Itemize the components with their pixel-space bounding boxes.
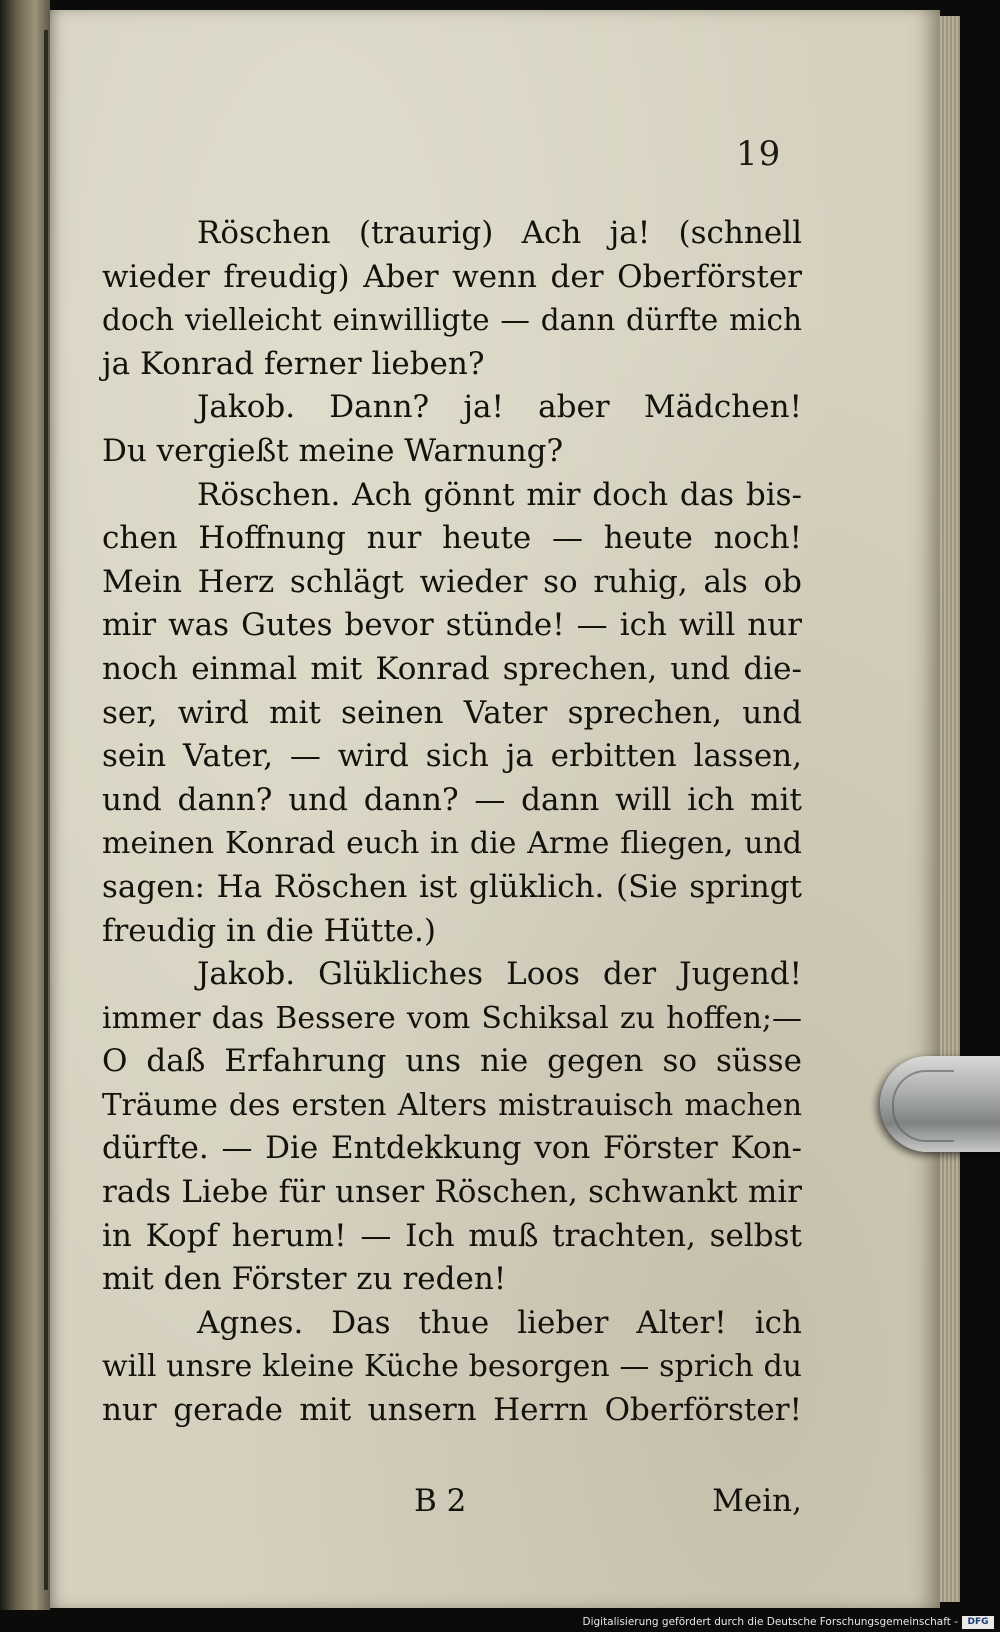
- catchword: Mein,: [712, 1483, 802, 1519]
- text-line: nur gerade mit unsern Herrn Oberförster!: [102, 1392, 802, 1429]
- text-line: O daß Erfahrung uns nie gegen so süsse: [102, 1043, 802, 1080]
- text-line: wieder freudig) Aber wenn der Oberförster: [102, 258, 802, 295]
- signature-mark: B 2: [414, 1483, 467, 1519]
- text-line: Mein Herz schlägt wieder so ruhig, als ob: [102, 563, 802, 600]
- text-line: Jakob. Dann? ja! aber Mädchen!: [197, 389, 802, 426]
- text-line: ja Konrad ferner lieben?: [102, 345, 485, 382]
- book-gutter: [44, 30, 48, 1590]
- text-line: sagen: Ha Röschen ist glüklich. (Sie springt: [102, 868, 802, 905]
- text-line: Jakob. Glükliches Loos der Jugend!: [197, 956, 802, 993]
- text-line: rads Liebe für unser Röschen, schwankt mir: [102, 1174, 802, 1211]
- dfg-logo-icon: DFG: [962, 1616, 994, 1629]
- text-line: immer das Bessere vom Schiksal zu hoffen;—: [102, 1000, 802, 1036]
- text-line: chen Hoffnung nur heute — heute noch!: [102, 520, 802, 557]
- text-line: Röschen (traurig) Ach ja! (schnell: [197, 215, 802, 251]
- previous-page-edge: [0, 0, 50, 1610]
- scanner-clamp: [880, 1056, 1000, 1152]
- digitization-credit: Digitalisierung gefördert durch die Deutsche Forschungsgemeinschaft -: [582, 1616, 958, 1628]
- text-line: noch einmal mit Konrad sprechen, und die-: [102, 650, 802, 687]
- text-line: mit den Förster zu reden!: [102, 1261, 507, 1298]
- text-line: will unsre kleine Küche besorgen — sprich du: [102, 1349, 802, 1385]
- text-line: meinen Konrad euch in die Arme fliegen, und: [102, 826, 802, 862]
- text-line: Träume des ersten Alters mistrauisch machen: [102, 1087, 802, 1122]
- page-text: [102, 212, 802, 1433]
- page-stack-edges: [940, 16, 960, 1602]
- text-line: Agnes. Das thue lieber Alter! ich: [197, 1304, 802, 1341]
- text-line: Du vergießt meine Warnung?: [102, 432, 564, 469]
- text-line: und dann? und dann? — dann will ich mit: [102, 781, 802, 818]
- text-line: in Kopf herum! — Ich muß trachten, selbst: [102, 1217, 802, 1254]
- stage-direction-line: freudig in die Hütte.): [102, 912, 436, 949]
- text-line: dürfte. — Die Entdekkung von Förster Kon-: [102, 1130, 802, 1167]
- text-line: sein Vater, — wird sich ja erbitten lassen,: [102, 738, 802, 775]
- page-number: 19: [736, 134, 782, 174]
- text-line: mir was Gutes bevor stünde! — ich will nur: [102, 607, 802, 644]
- text-line: ser, wird mit seinen Vater sprechen, und: [102, 694, 802, 731]
- text-line: doch vielleicht einwilligte — dann dürfte mich: [102, 303, 802, 338]
- text-line: Röschen. Ach gönnt mir doch das bis-: [197, 476, 802, 513]
- page-footer: [102, 1483, 802, 1527]
